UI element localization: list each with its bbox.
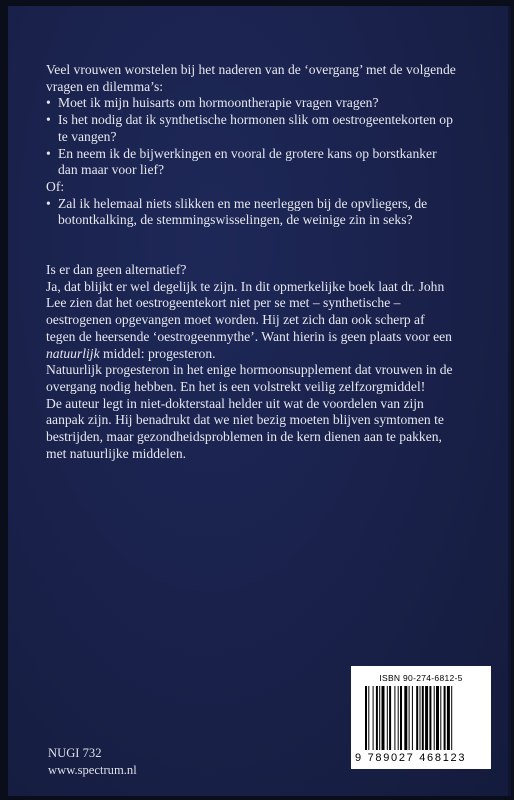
- nugi-code: NUGI 732: [48, 746, 102, 760]
- isbn-number: ISBN 90-274-6812-5: [379, 673, 463, 683]
- blurb: [46, 62, 456, 462]
- barcode-box: [351, 666, 491, 769]
- list-item: • Is het nodig dat ik synthetische hormonen slik om oestrogeentekorten op te vangen?: [46, 112, 456, 145]
- list-item: • En neem ik de bijwerkingen en vooral de grotere kans op borstkanker dan maar voor lief?: [46, 146, 456, 179]
- ean-number: 9 789027 468123: [355, 752, 467, 764]
- paragraph-3: De auteur legt in niet-dokterstaal helder uit wat de voordelen van zijn aanpak zijn. Hij benadrukt dat we niet bezig moeten blijven symtomen te bestrijden, maar gezondheidsproblemen in de kern dienen aan te pakken, met natuurlijke middelen.: [46, 395, 444, 461]
- list-item: • Moet ik mijn huisarts om hormoontherapie vragen vragen?: [46, 95, 456, 112]
- of-label: Of:: [46, 178, 65, 194]
- paragraph-2: Natuurlijk progesteron in het enige hormoonsupplement dat vrouwen in de overgang nodig hebben. En het is een volstrekt veilig zelfzorgmiddel!: [46, 362, 453, 394]
- paragraph-1: Ja, dat blijkt er wel degelijk te zijn. In dit opmerkelijke boek laat dr. John Lee zien dat het oestrogeentekort niet per se met – synthetische – oestrogenen opgevangen moet worden. Hij zet zich dan ook scherp af tegen de heersende ‘oestrogeenmythe’. Want hierin is geen plaats voor een natuurlijk middel: progesteron.: [46, 278, 452, 361]
- list-item: • Zal ik helemaal niets slikken en me neerleggen bij de opvliegers, de botontkalking, de stemmingswisselingen, de weinige zin in seks?: [46, 196, 456, 229]
- alternative-list: [46, 196, 456, 229]
- barcode-icon: [365, 686, 483, 752]
- back-cover: [8, 6, 511, 796]
- question: Is er dan geen alternatief?: [46, 262, 187, 278]
- footer-info: [48, 745, 137, 779]
- intro-line: Veel vrouwen worstelen bij het naderen van de ‘overgang’ met de volgende vragen en dilemma’s:: [46, 62, 456, 94]
- website: www.spectrum.nl: [48, 763, 137, 777]
- dilemma-list: [46, 95, 456, 179]
